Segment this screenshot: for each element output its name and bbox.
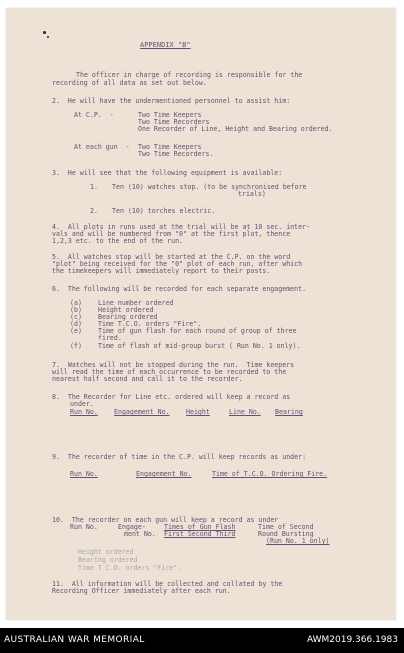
item-11-line: 11. All information will be collected and collated by the — [52, 580, 283, 588]
intro-line-2: recording of all data as set out below. — [52, 79, 207, 87]
item-8-column: Engagement No. — [114, 408, 170, 416]
item-10-heading: Round Bursting — [258, 530, 314, 538]
item-9-column: Engagement No. — [136, 470, 192, 478]
item-6-letter: (b) — [70, 306, 82, 314]
item-7-line: will read the time of each occurrence to be recorded to the — [52, 368, 287, 376]
item-5-line: the timekeepers will immediately report to their posts. — [52, 267, 271, 275]
item-10-struck-line: Bearing ordered — [78, 556, 138, 564]
item-6-entry: Time T.C.O. orders "Fire". — [98, 320, 202, 328]
ink-mark — [47, 36, 49, 38]
item-3-sub-2-text: Ten (10) torches electric. — [112, 207, 216, 215]
item-3-sub-1-number: 1. — [90, 183, 98, 191]
item-8-column: Height — [186, 408, 210, 416]
item-8-line: under. — [70, 400, 94, 408]
ink-mark — [43, 31, 46, 34]
item-11-line: Recording Officer immediately after each run. — [52, 587, 231, 595]
item-8-column: Line No. — [229, 408, 261, 416]
item-3-sub-1-line: trials) — [238, 190, 266, 198]
footer-institution: AUSTRALIAN WAR MEMORIAL — [4, 635, 145, 645]
item-10-heading: First Second Third — [164, 530, 236, 538]
item-7-line: 7. Watches will not be stopped during the run. Time keepers — [52, 361, 295, 369]
item-2-cp-line: One Recorder of Line, Height and Bearing ordered. — [138, 125, 333, 133]
item-10-struck-line: Height ordered — [78, 548, 134, 556]
footer-accession-number: AWM2019.366.1983 — [306, 635, 398, 645]
item-8-column: Bearing — [275, 408, 303, 416]
item-10-heading: Engage- — [118, 523, 146, 531]
item-7-line: nearest half second and call it to the recorder. — [52, 375, 243, 383]
appendix-title: APPENDIX "B" — [140, 41, 191, 49]
item-8-line: 8. The Recorder for Line etc. ordered will keep a record as — [52, 393, 291, 401]
intro-line-1: The officer in charge of recording is responsible for the — [76, 71, 303, 79]
item-6-letter: (f) — [70, 342, 82, 350]
item-10-heading: (Run No. 1 only) — [266, 537, 330, 545]
item-2-gun-label: At each gun - — [74, 143, 130, 151]
item-5-line: "plot" being received for the "0" plot of each run, after which — [52, 260, 303, 268]
item-8-column: Run No. — [70, 408, 98, 416]
item-6-heading: 6. The following will be recorded for each separate engagement. — [52, 285, 307, 293]
item-9-column: Time of T.C.O. Ordering Fire. — [212, 470, 328, 478]
item-6-entry: Height ordered — [98, 306, 154, 314]
item-2-heading: 2. He will have the undermentioned personnel to assist him: — [52, 97, 291, 105]
item-2-gun-line: Two Time Recorders. — [138, 150, 214, 158]
item-6-entry: Time of flash of mid-group burst ( Run No. 1 only). — [98, 342, 301, 350]
item-6-entry: Line number ordered — [98, 299, 174, 307]
archive-footer — [0, 628, 404, 653]
item-3-sub-1-line: Ten (10) watches stop. (to be synchronised before — [112, 183, 307, 191]
item-10-heading: Time of Second — [258, 523, 314, 531]
item-6-entry: fired. — [98, 334, 122, 342]
item-3-heading: 3. He will see that the following equipment is available: — [52, 169, 283, 177]
item-10-heading: ment No. — [124, 530, 156, 538]
item-5-line: 5. All watches stop will be started at the C.P. on the word — [52, 253, 291, 261]
item-6-letter: (c) — [70, 313, 82, 321]
item-2-cp-line: Two Time Keepers — [138, 111, 202, 119]
paper-sheet — [6, 8, 396, 620]
item-9-text: 9. The recorder of time in the C.P. will keep records as under: — [52, 453, 307, 461]
item-10-line: 10. The recorder on each gun will keep a record as under — [52, 516, 279, 524]
item-10-heading: Times of Gun Flash — [164, 523, 236, 531]
item-9-column: Run No. — [70, 470, 98, 478]
item-2-cp-line: Two Time Recorders — [138, 118, 210, 126]
item-6-letter: (e) — [70, 327, 82, 335]
item-2-cp-label: At C.P. - — [74, 111, 114, 119]
item-6-letter: (a) — [70, 299, 82, 307]
item-4-line: vals and will be numbered from "0" at the first plot, thence — [52, 230, 291, 238]
item-6-letter: (d) — [70, 320, 82, 328]
item-4-line: 4. All plots in runs used at the trial will be at 10 sec. inter- — [52, 223, 311, 231]
item-3-sub-2-number: 2. — [90, 207, 98, 215]
item-6-entry: Bearing ordered — [98, 313, 158, 321]
item-10-struck-line: Time T.C.O. orders "Fire". — [78, 564, 182, 572]
item-2-gun-line: Two Time Keepers — [138, 143, 202, 151]
item-10-heading: Run No. — [70, 523, 98, 531]
item-6-entry: Time of gun flash for each round of group of three — [98, 327, 297, 335]
item-4-line: 1,2,3 etc. to the end of the run. — [52, 237, 184, 245]
